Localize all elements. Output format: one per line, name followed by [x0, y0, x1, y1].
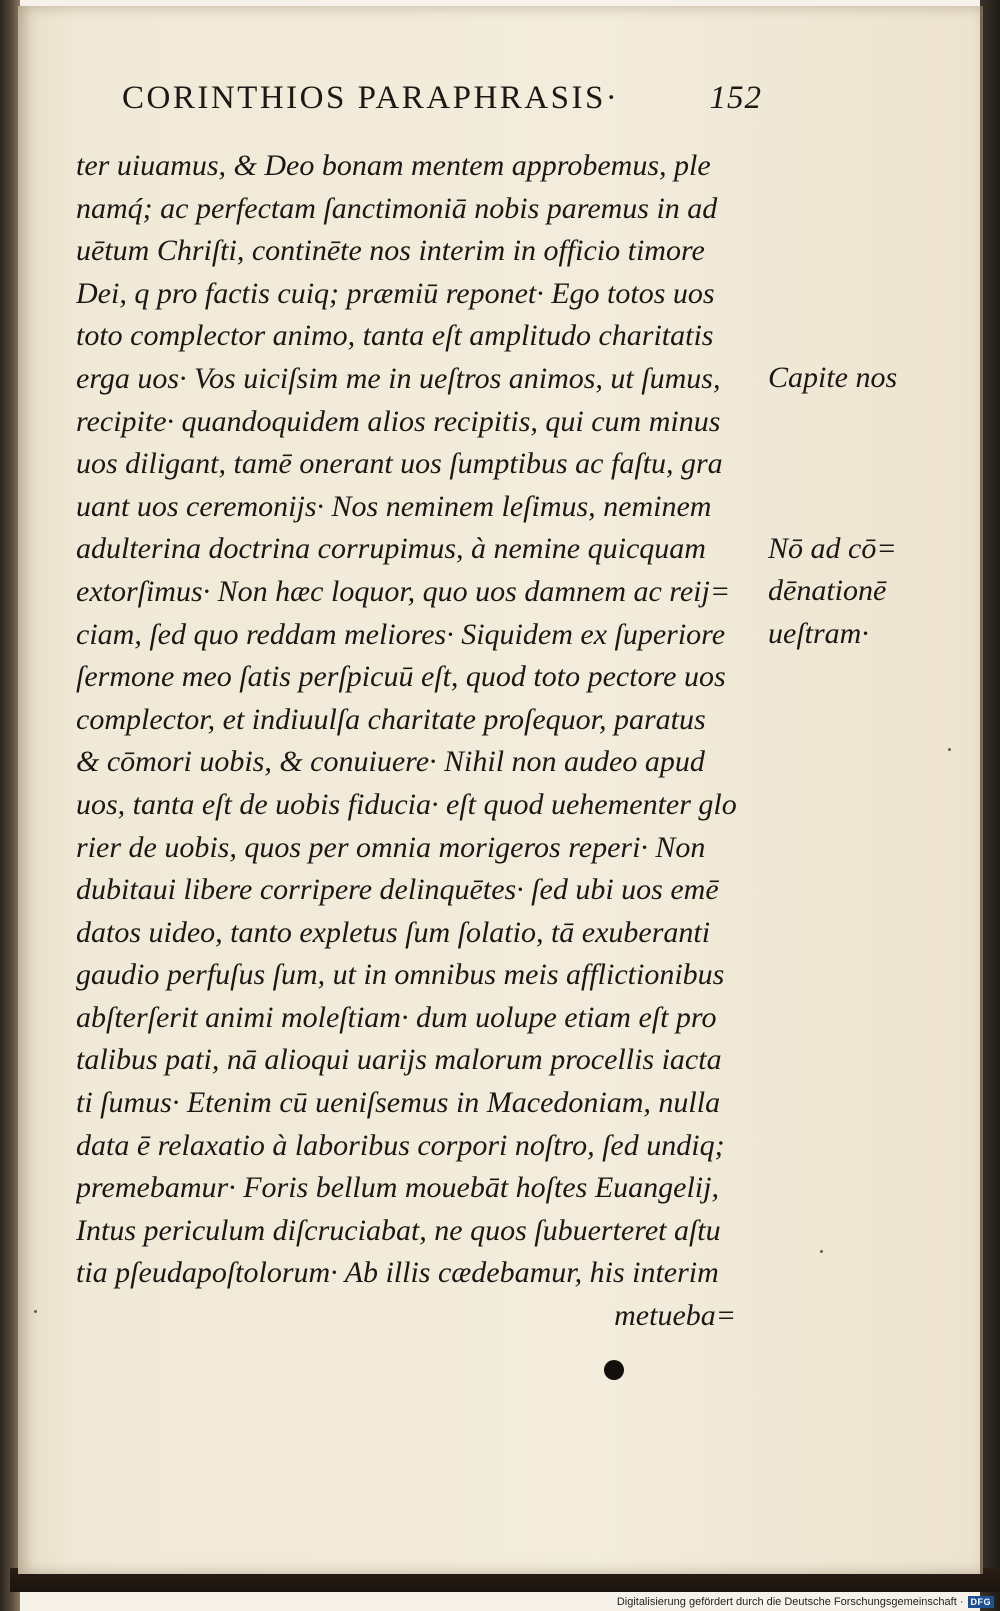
text-line: data ē relaxatio à laboribus corpori noſtro, ſed undiq; — [76, 1128, 725, 1162]
margin-note-line: ueſtram· — [768, 616, 869, 650]
text-line: premebamur· Foris bellum mouebāt hoſtes Euangelij, — [76, 1171, 719, 1205]
paper-speck — [948, 748, 951, 751]
margin-note-line: dēnationē — [768, 574, 887, 608]
text-line: namq́; ac perfectam ſanctimoniā nobis paremus in ad — [76, 191, 718, 225]
text-line: uos, tanta eſt de uobis fiducia· eſt quod uehementer glo — [76, 787, 737, 821]
text-line: Intus periculum diſcruciabat, ne quos ſubuerteret aſtu — [76, 1213, 721, 1247]
text-line: Dei, q pro factis cuiq; præmiū reponet· Ego totos uos — [76, 276, 715, 310]
text-line: datos uideo, tanto expletus ſum ſolatio, tā exuberanti — [76, 915, 711, 949]
text-line: tia pſeudapoſtolorum· Ab illis cædebamur, his interim — [76, 1256, 719, 1290]
paper-speck — [34, 1310, 37, 1313]
text-line: & cōmori uobis, & conuiuere· Nihil non audeo apud — [76, 745, 705, 779]
text-line: toto complector animo, tanta eſt amplitudo charitatis — [76, 319, 714, 353]
margin-note-group — [768, 528, 918, 656]
text-line: uos diligant, tamē onerant uos ſumptibus ac faſtu, gra — [76, 447, 723, 481]
text-line: uētum Chriſti, continēte nos interim in officio timore — [76, 234, 705, 268]
text-line: abſterſerit animi moleſtiam· dum uolupe etiam eſt pro — [76, 1000, 717, 1034]
text-line: rier de uobis, quos per omnia morigeros reperi· Non — [76, 830, 706, 864]
text-line: complector, et indiuulſa charitate proſequor, paratus — [76, 702, 706, 736]
book-binding-edge — [0, 0, 20, 1611]
text-line: ter uiuamus, & Deo bonam mentem approbemus, ple — [76, 149, 711, 182]
text-line: erga uos· Vos uiciſsim me in ueſtros animos, ut ſumus, — [76, 361, 721, 395]
text-line: talibus pati, nā alioqui uarijs malorum procellis iacta — [76, 1043, 722, 1077]
ink-blot — [604, 1360, 624, 1380]
text-line: ciam, ſed quo reddam meliores· Siquidem ex ſuperiore — [76, 617, 726, 651]
credit-text: Digitalisierung gefördert durch die Deutsche Forschungsgemeinschaft · — [616, 1596, 964, 1608]
dfg-logo: DFG — [968, 1596, 995, 1608]
marginal-notes — [768, 357, 918, 655]
text-line: recipite· quandoquidem alios recipitis, qui cum minus — [76, 404, 721, 438]
text-line: ſermone meo ſatis perſpicuū eſt, quod toto pectore uos — [76, 660, 726, 694]
running-head-title: CORINTHIOS PARAPHRASIS· — [122, 80, 620, 116]
main-text-block — [76, 145, 756, 1338]
margin-note: Capite nos — [768, 361, 898, 394]
book-fore-edge — [980, 0, 1000, 1611]
page-number: 152 — [709, 80, 762, 116]
text-line: extorſimus· Non hæc loquor, quo uos damnem ac reij= — [76, 574, 731, 608]
text-line: dubitaui libere corripere delinquētes· ſed ubi uos emē — [76, 873, 719, 907]
paper-speck — [820, 1250, 823, 1253]
text-line: ti ſumus· Etenim cū ueniſsemus in Macedoniam, nulla — [76, 1086, 721, 1120]
running-head — [122, 80, 762, 124]
margin-note-line: Nō ad cō= — [768, 531, 897, 565]
catchword: metueba= — [614, 1299, 736, 1333]
text-line: uant uos ceremonijs· Nos neminem leſimus, neminem — [76, 489, 712, 523]
digitization-credit — [617, 1594, 994, 1610]
text-line: adulterina doctrina corrupimus, à nemine quicquam — [76, 532, 706, 566]
text-line: gaudio perfuſus ſum, ut in omnibus meis afflictionibus — [76, 958, 725, 992]
